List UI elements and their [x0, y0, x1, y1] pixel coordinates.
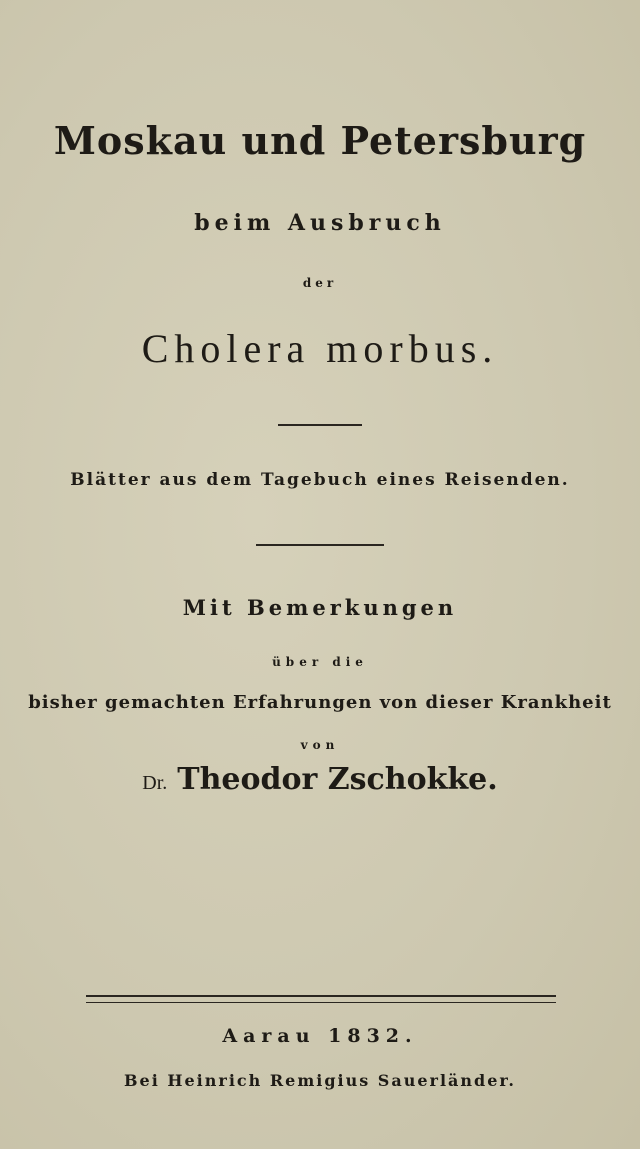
disease-name: Cholera morbus. [141, 326, 499, 371]
book-title: Moskau und Petersburg [53, 118, 587, 163]
subtitle: Blätter aus dem Tagebuch eines Reisenden. [70, 470, 570, 490]
author-name: Theodor Zschokke. [177, 762, 498, 797]
remarks-ueber-die: über die [272, 655, 368, 669]
divider-rule [278, 424, 362, 426]
remarks-experiences: bisher gemachten Erfahrungen von dieser Krankheit [28, 692, 612, 713]
imprint-printer: Bei Heinrich Remigius Sauerländer. [124, 1071, 516, 1090]
author-von: von [300, 738, 340, 752]
remarks-heading: Mit Bemerkungen [182, 595, 458, 620]
divider-rule [256, 544, 384, 546]
title-der: der [302, 276, 338, 290]
double-rule [86, 995, 556, 1003]
imprint-place-year: Aarau 1832. [222, 1025, 418, 1047]
author [0, 762, 640, 797]
title-beim-ausbruch: beim Ausbruch [194, 210, 446, 236]
author-prefix: Dr. [142, 772, 168, 794]
